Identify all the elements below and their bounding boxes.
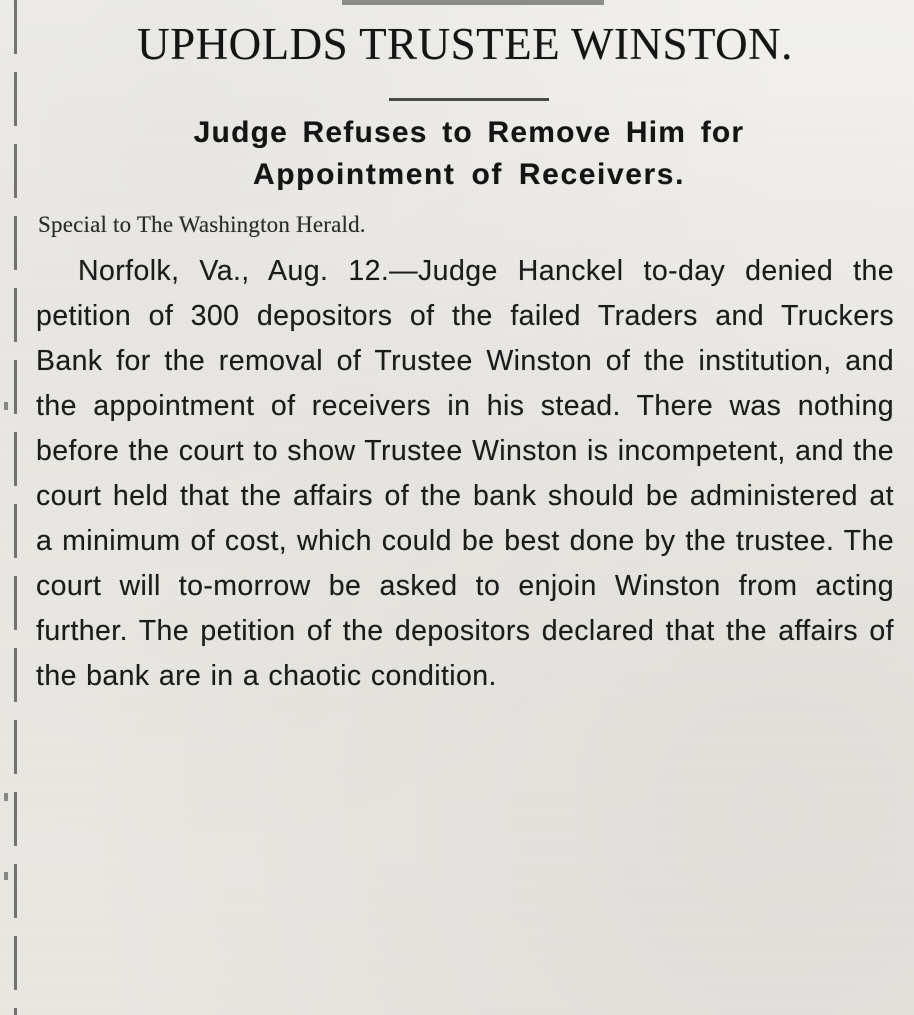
- column-rule-fleck: [4, 402, 8, 410]
- article-body-text: Norfolk, Va., Aug. 12.—Judge Hanckel to-day denied the petition of 300 depositors of the failed Traders and Truckers Bank for the removal of Trustee Winston of the institution, and the appointment of receivers in his stead. There was nothing before the court to show Trustee Winston is incompetent, and the court held that the affairs of the bank should be administered at a minimum of cost, which could be best done by the trustee. The court will to-morrow be asked to enjoin Winston from acting further. The petition of the depositors declared that the affairs of the bank are in a chaotic condition.: [36, 254, 894, 692]
- subheadline-line-2: Appointment of Receivers.: [252, 158, 686, 192]
- article-body: [36, 249, 894, 699]
- column-rule-fleck: [4, 872, 8, 880]
- column-rule-fleck: [4, 793, 8, 801]
- rule-divider-icon: [389, 98, 549, 101]
- column-divider-rule: [14, 0, 17, 1015]
- headline-divider-wrap: [36, 88, 902, 100]
- article-headline: UPHOLDS TRUSTEE WINSTON.: [137, 19, 793, 69]
- article-column: [36, 0, 902, 1015]
- article-credit-line: Special to The Washington Herald.: [38, 212, 366, 238]
- article-subheadline: [36, 112, 902, 197]
- subheadline-line-1: Judge Refuses to Remove Him for: [193, 115, 745, 149]
